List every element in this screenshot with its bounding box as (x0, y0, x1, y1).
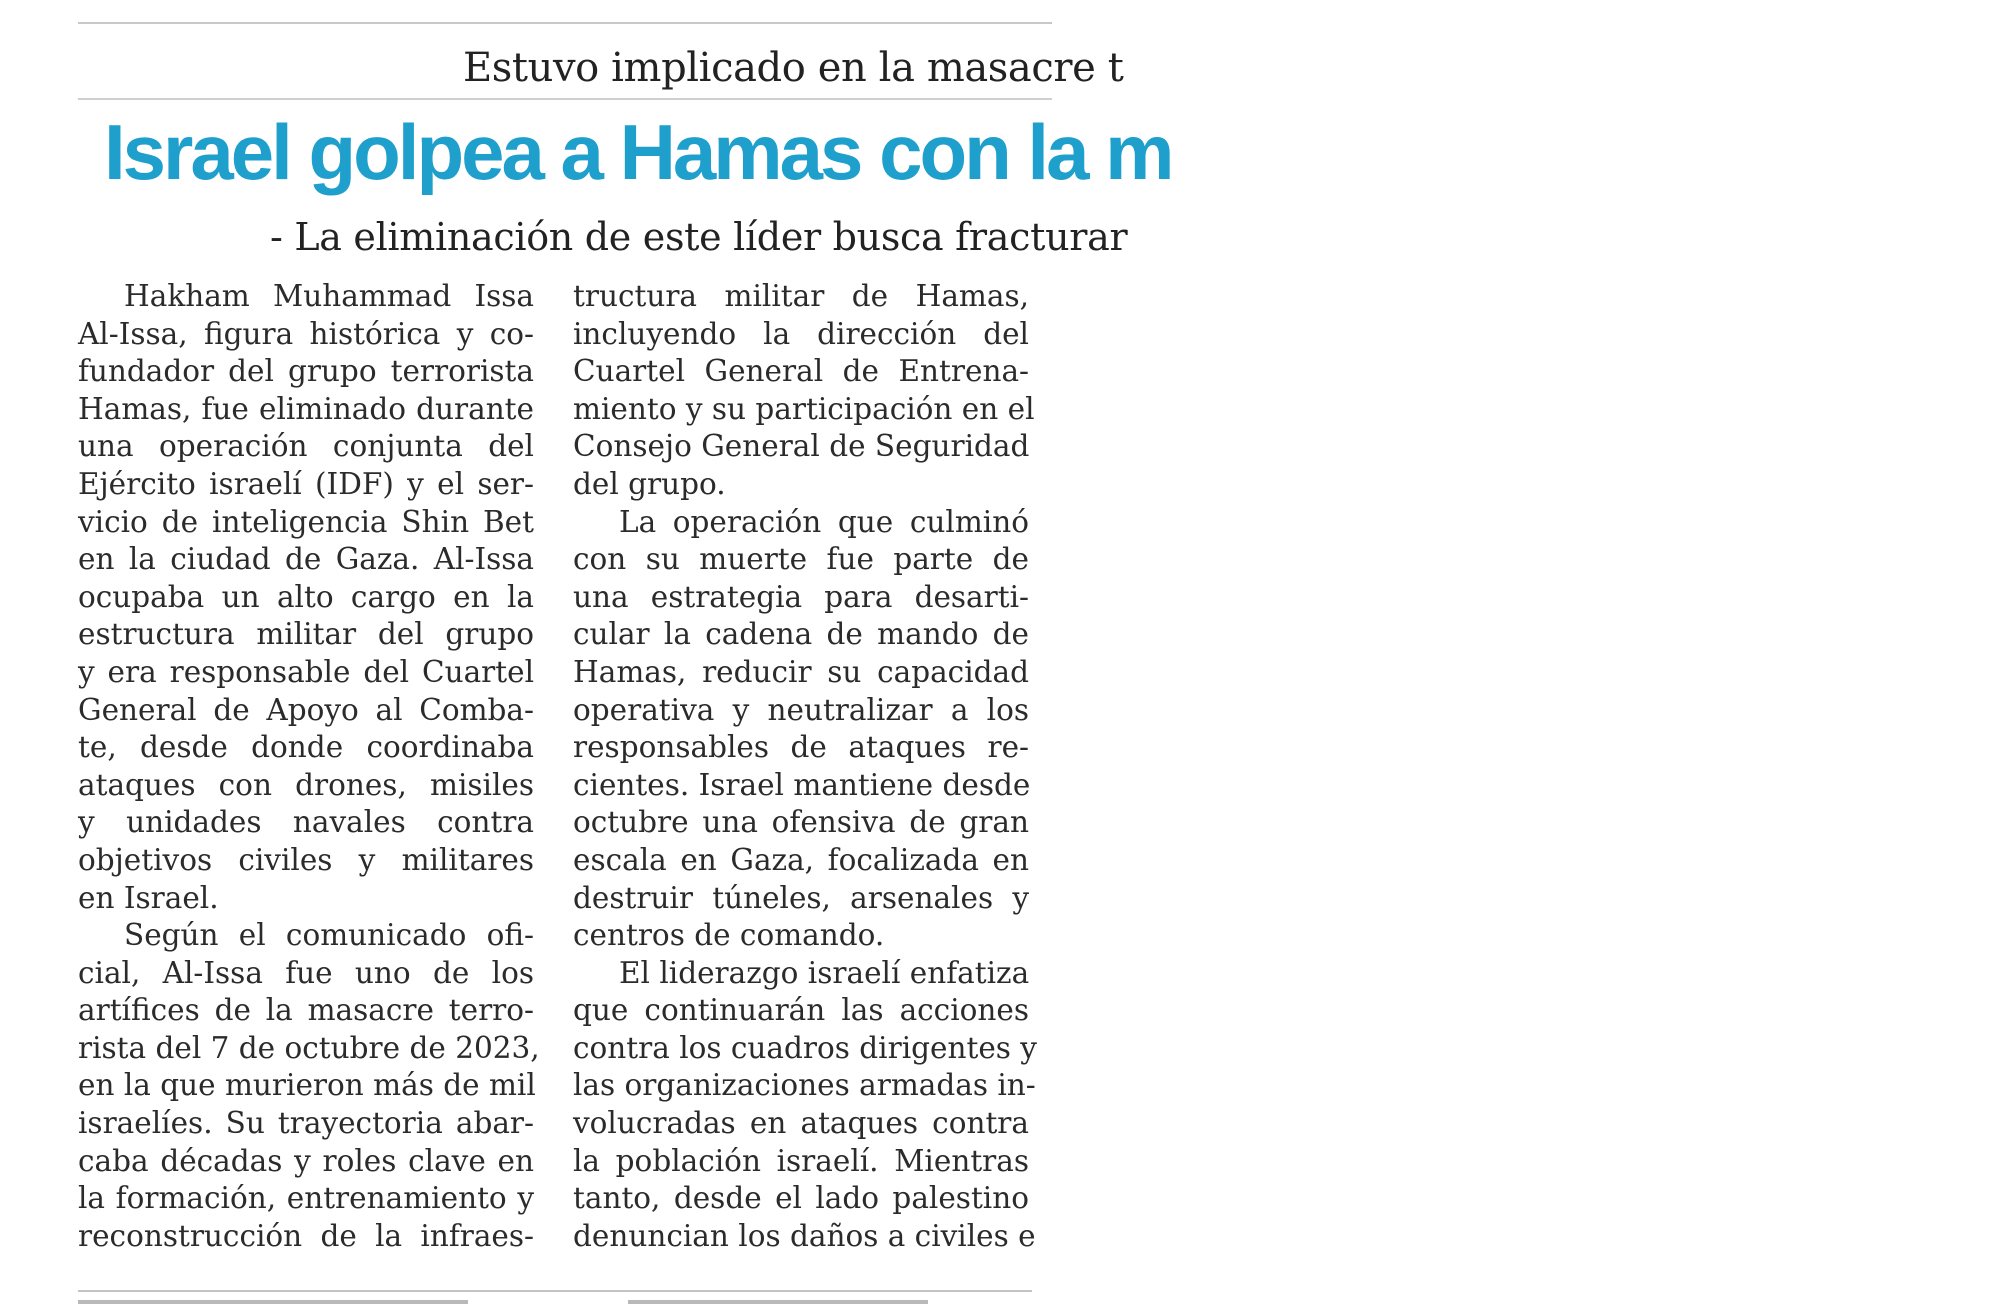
article-line: del grupo. (573, 466, 726, 501)
article-line: una estrategia para desarti- (573, 579, 1029, 614)
article-line: caba décadas y roles clave en (78, 1143, 534, 1178)
article-line: artífices de la masacre terro- (78, 993, 534, 1028)
article-column-right (573, 278, 1037, 1255)
top-divider (78, 22, 1052, 24)
article-line: la formación, entrenamiento y (78, 1181, 534, 1216)
article-line: cular la cadena de mando de (573, 617, 1029, 652)
article-line: y era responsable del Cuartel (78, 654, 534, 689)
article-line: escala en Gaza, focalizada en (573, 842, 1029, 877)
article-line: responsables de ataques re- (573, 730, 1029, 765)
article-line: con su muerte fue parte de (573, 542, 1029, 577)
article-line: y unidades navales contra (78, 805, 534, 840)
photo-edge-left (78, 1300, 468, 1304)
article-line: incluyendo la dirección del (573, 316, 1029, 351)
article-line: tructura militar de Hamas, (573, 279, 1029, 313)
article-line: cientes. Israel mantiene desde (573, 767, 1031, 802)
article-line: Hamas, fue eliminado durante (78, 391, 534, 426)
article-subhead: - La eliminación de este líder busca fracturar (270, 215, 1128, 259)
article-line: Hamas, reducir su capacidad (573, 654, 1029, 689)
article-line: ocupaba un alto cargo en la (78, 579, 534, 614)
article-line: que continuarán las acciones (573, 993, 1029, 1028)
article-line: las organizaciones armadas in- (573, 1068, 1036, 1103)
article-line: contra los cuadros dirigentes y (573, 1030, 1037, 1065)
article-kicker: Estuvo implicado en la masacre t (463, 45, 1124, 91)
article-line: destruir túneles, arsenales y (573, 880, 1029, 915)
article-line: una operación conjunta del (78, 429, 534, 464)
article-line: reconstrucción de la infraes- (78, 1218, 534, 1253)
article-line: tanto, desde el lado palestino (573, 1181, 1029, 1216)
article-line: fundador del grupo terrorista (78, 354, 534, 389)
article-line: Consejo General de Seguridad (573, 429, 1030, 464)
article-line: la población israelí. Mientras (573, 1143, 1029, 1178)
photo-edge-right (628, 1300, 928, 1304)
article-line: vicio de inteligencia Shin Bet (78, 504, 534, 539)
article-line: en Israel. (78, 880, 219, 915)
article-line: rista del 7 de octubre de 2023, (78, 1030, 540, 1065)
article-line: octubre una ofensiva de gran (573, 805, 1029, 840)
kicker-divider (78, 98, 1052, 100)
article-line: en la que murieron más de mil (78, 1068, 536, 1103)
article-line: en la ciudad de Gaza. Al-Issa (78, 542, 534, 577)
article-line: te, desde donde coordinaba (78, 730, 534, 765)
article-line: La operación que culminó (619, 504, 1029, 539)
article-line: Según el comunicado ofi- (124, 918, 534, 953)
article-headline: Israel golpea a Hamas con la m (104, 108, 1172, 196)
article-line: cial, Al-Issa fue uno de los (78, 955, 534, 990)
article-line: Ejército israelí (IDF) y el ser- (78, 466, 534, 501)
article-line: israelíes. Su trayectoria abar- (78, 1106, 534, 1141)
article-column-left (78, 278, 540, 1255)
article-line: denuncian los daños a civiles e (573, 1218, 1036, 1253)
article-line: objetivos civiles y militares (78, 842, 534, 877)
article-line: centros de comando. (573, 918, 885, 953)
bottom-divider (78, 1290, 1032, 1292)
article-line: General de Apoyo al Comba- (78, 692, 534, 727)
article-line: Hakham Muhammad Issa (124, 279, 534, 313)
article-line: miento y su participación en el (573, 391, 1035, 426)
article-line: Cuartel General de Entrena- (573, 354, 1029, 389)
article-line: ataques con drones, misiles (78, 767, 534, 802)
article-line: El liderazgo israelí enfatiza (619, 955, 1030, 990)
article-line: Al-Issa, figura histórica y co- (78, 316, 534, 351)
article-line: volucradas en ataques contra (573, 1106, 1029, 1141)
article-line: operativa y neutralizar a los (573, 692, 1029, 727)
article-line: estructura militar del grupo (78, 617, 534, 652)
